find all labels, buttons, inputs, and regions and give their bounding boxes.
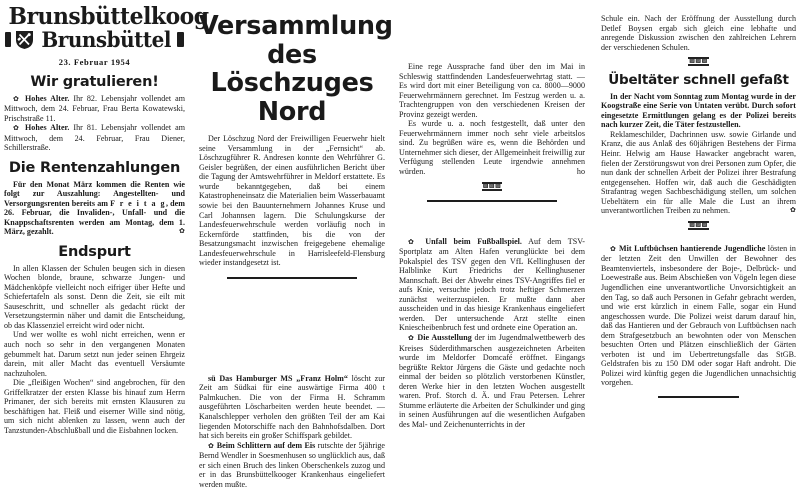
- congrats-item-text: Ihr 81. Lebensjahr vollendet am Mittwoch, dem 24. Februar, Frau Diener, Schillerstraße.: [4, 123, 185, 153]
- uebeltaeter-paragraph-2: [601, 130, 796, 216]
- heading-wir-gratulieren: Wir gratulieren!: [30, 74, 159, 90]
- section-divider-rule: [227, 277, 357, 279]
- ornament-divider: ▨▨▨: [689, 58, 708, 65]
- congrats-item-lead: Hohes Alter.: [25, 93, 70, 103]
- news-item-lead: Die Ausstellung: [417, 333, 472, 343]
- news-item-lead: Unfall beim Fußballspiel.: [425, 236, 522, 246]
- ornament-divider: ▨▨▨: [689, 221, 708, 228]
- page-title: [199, 11, 393, 127]
- page-title-line2: des Löschzuges Nord: [210, 39, 374, 127]
- masthead-title-line1: Brunsbüttelkoog: [8, 3, 209, 30]
- news-item: [199, 441, 385, 489]
- main-article-paragraph-3: [399, 119, 585, 176]
- section-divider-rule: [427, 200, 557, 202]
- news-item-lead: Mit Luftbüchsen hantierende Jugendliche: [619, 243, 766, 253]
- whitespace-block: [399, 211, 585, 237]
- flower-end-icon: ✿: [178, 227, 185, 236]
- pensions-text-mid: , dem 26. Februar, die Invaliden-, Unfall- und die Knappschaftsrenten werden am Montag, dem 1. März, gezahlt.: [4, 198, 185, 237]
- main-article-paragraph-1: Der Löschzug Nord der Freiwilligen Feuerwehr hielt seine Versammlung in der „Fernsicht“ ab. Löschzugführer R. Andresen konnte den Wehrführer G. Geisler begrüßen, der einen ausführlichen Bericht über die Tagung der Amtswehrführer in Meldorf erstattete. Es wurde bekanntgegeben, daß bei einem Katastropheneinsatz die Materialien beim Wasserbauamt sowie bei den Bauunternehmern Johannes Kruse und Carl Johannsen lagern. Die Schulungskurse der Landesfeuerwehrschule werden vorläufig noch in Eckernförde stattfinden, bis die von der Besatzungsmacht inzwischen freigegebene ehemalige Landesfeuerwehrschule in Harrisleefeld-Flensburg wieder instandgesetzt ist.: [199, 134, 385, 268]
- column-4: [593, 0, 800, 489]
- news-item: [399, 237, 585, 333]
- news-item: [601, 244, 796, 388]
- masthead-title-line2-row: [4, 29, 185, 50]
- masthead-left-bar: [5, 32, 11, 47]
- congrats-item-lead: Hohes Alter.: [25, 123, 70, 133]
- flower-bullet-icon: ✿: [408, 237, 419, 246]
- news-item-text: lösten in der letzten Zeit den Unwillen der Bewohner des Beamtenviertels, insbesondere der Boje-, Delbrück- und Loewestraße aus. Beim Abschießen von Vögeln legen diese Jugendlichen eine unverantwortliche Unvorsichtigkeit an den Tag, so daß auch Personen in Gefahr gebracht werden, und wie erst kürzlich in einem Falle, sogar ein Hund angeschossen wurde. Die Polizei weist darum darauf hin, daß das Hantieren und der Gebrauch von Luftbüchsen nach dem Strafgesetzbuch an bewohnten oder von Menschen besuchten Orten und Plätzen einschließlich der Gärten verboten ist und im Uebertretungsfalle das StGB. Geldstrafen bis zu 150 DM oder sogar Haft androht. Die Polizei wird künftig gegen die Jugendlichen unnachsichtig vorgehen.: [601, 243, 796, 388]
- pensions-spaced-word: F r e i t a g: [110, 198, 166, 208]
- masthead-date: 23. Februar 1954: [58, 57, 131, 67]
- column-2: [193, 0, 393, 489]
- main-article-paragraph-2: Eine rege Aussprache fand über den im Mai in Schleswig stattfindenden Landesfeuerwehrtag statt. — Es wird dort mit einer Beteiligung von ca. 8000—9000 Feuerwehrmännern gerechnet. Im Festzug werden u. a. Trachtengruppen von den verschiedenen Kreisen der Provinz gezeigt werden.: [399, 62, 585, 119]
- masthead-title-line2: Brunsbüttel: [41, 27, 171, 52]
- masthead-right-bar: [177, 32, 184, 47]
- coat-of-arms-icon: [14, 29, 35, 50]
- top-spacer: [601, 0, 796, 14]
- congrats-item: [4, 123, 185, 153]
- masthead: [4, 0, 209, 67]
- flower-bullet-icon: ✿: [13, 124, 22, 133]
- uebeltaeter-p2-text: Reklameschilder, Dachrinnen usw. sowie Girlande und Kranz, die aus Anlaß des 60jährigen Bestehens der Firma Heinr. Helwig am Hause Hawacker angebracht waren, fielen der Zerstörungswut von drei Personen zum Opfer, die nun dank der schnellen Arbeit der Polizei ihrer Bestrafung entgegensehen. Hoffen wir, daß auch die Geschädigten Strafantrag wegen Sachbeschädigung stellen, um solchen Uebeltätern ein für alle Male die Lust an ihrem unverantwortlichen Treiben zu nehmen.: [601, 129, 796, 216]
- news-item-lead: Beim Schlittern auf dem Eis: [216, 440, 316, 450]
- congrats-item-text: Ihr 82. Lebensjahr vollendet am Mittwoch, dem 24. Februar, Frau Berta Kowatewski, Prischstraße 11.: [4, 93, 185, 123]
- flower-end-icon: ✿: [789, 206, 796, 215]
- article-signature: ho: [576, 167, 585, 177]
- news-item-text: löscht zur Zeit am Südkai für eine auswärtige Firma 400 t Palmkuchen. Die von der Firma H. Schramm ausgeführten Löscharbeiten werden heute beendet. — Kanalschlepper verholen den größten Teil der am Kai liegenden Motorschiffe nach den Bahnhofsdalben. Dort hat sich bereits ein großer Schiffspark gebildet.: [199, 373, 385, 441]
- heading-endspurt: Endspurt: [58, 243, 131, 260]
- news-item-text: Auf dem TSV-Sportplatz am Alten Hafen verunglückte bei dem Pokalspiel des TSV gegen den VfL Kellinghusen der Halblinke Kurt Friedrichs der Kellinghusener Mannschaft. Bei der Abwehr eines TSV-Angriffes fiel er aufs Knie, versuchte jedoch trotz heftiger Schmerzen zunächst weiterzuspielen. Er mußte dann aber ausscheiden und in das hiesige Krankenhaus eingeliefert werden. Der untersuchende Arzt stellte einen Kniescheibenbruch fest und ordnete eine Operation an.: [399, 236, 585, 333]
- news-item-lead: Das Hamburger MS „Franz Holm“: [219, 373, 348, 383]
- news-item-text: rutschte der 5jährige Bernd Wendler in Soesmenhusen so unglücklich aus, daß er sich einen Bruch des linken Oberschenkels zuzog und er in das Brunsbüttelkooger Krankenhaus eingeliefert werden mußte.: [199, 440, 385, 489]
- endspurt-paragraph-2: Und wer wollte es wohl nicht erreichen, wenn er auch noch so sehr in den vergangenen Monaten gebummelt hat. Darum setzt nun jeder seinen Ehrgeiz darein, mit aller Macht das eventuell Versäumte nachzuholen.: [4, 330, 185, 378]
- flower-bullet-icon: ✿: [208, 441, 215, 450]
- news-item-text: der im Jugendmalwettbewerb des Kreises Süderdithmarschen ausgezeichneten Arbeiten wurde im Meldorfer Domcafé eröffnet. Eingangs begrüßte Rektor Jürgens die Gäste und gedachte noch einmal der beiden so plötzlich verstorbenen Künstler, deren Werke hier in den letzten Wochen ausgestellt waren. Prof. Storch d. Ä. und Frau Petersen. Lehrer Stumme erläuterte die Arbeiten der Schulkinder und ging in seinen Ausführungen auf die wesentlichen Aufgaben des Mal- und Zeichenunterrichts in der: [399, 333, 586, 429]
- endspurt-paragraph-3: Die „fleißigen Wochen“ sind angebrochen, für den Griffelkratzer der ersten Klasse bis hinauf zum Herrn Primaner, der sich bereits mit ernsten Klausuren zu beschäftigen hat. Fleiß und eiserner Wille sind nötig, um sich nicht ablenken zu lassen, wenn auch der Tanzstunden-Abschlußball und die Eisbahnen locken.: [4, 378, 185, 435]
- news-item: [199, 374, 385, 441]
- bottom-divider-rule: [658, 396, 740, 398]
- congrats-item: [4, 94, 185, 124]
- flower-bullet-icon: ✿: [408, 334, 415, 343]
- heading-uebeltaeter: Übeltäter schnell gefaßt: [608, 72, 789, 89]
- flower-bullet-icon: ✿: [610, 244, 617, 253]
- main-article-p3-text: Es wurde u. a. noch festgestellt, daß unter den Feuerwehrmännern immer noch sehr viele arbeitslos sind. Zu begrüßen wäre es, wenn die Behörden und Unternehmer sich dieser, der Allgemeinheit freiwillig zur Verfügung stellenden Leute irgendwie annehmen würden.: [399, 119, 585, 177]
- whitespace-block: [199, 288, 385, 374]
- pensions-paragraph: [4, 180, 185, 237]
- endspurt-paragraph-1: In allen Klassen der Schulen beugen sich in diesen Wochen blonde, braune, schwarze Jungen- und Mädchenköpfe vielleicht noch eifriger über Hefte und Schiefertafeln als sonst. Denn die Zeit, sie eilt mit Sauseschritt, und schneller als gedacht rückt der Versetzungstermin näher und damit die Entscheidung, ob das Klassenziel erreicht wird oder nicht.: [4, 263, 185, 330]
- article-continuation: Schule ein. Nach der Eröffnung der Ausstellung durch Detlef Boysen ergab sich gleich eine lebhafte und anregende Diskussion zwischen den zahlreichen Lehrern der verschiedenen Schulen.: [601, 14, 796, 52]
- ornament-divider: ▨▨▨: [482, 182, 502, 189]
- column-1: [0, 0, 209, 489]
- page-title-line1: Versammlung: [199, 11, 393, 41]
- news-item: [399, 333, 585, 429]
- uebeltaeter-paragraph-1: [601, 92, 796, 130]
- whitespace-block: [601, 234, 796, 244]
- pensions-text-pre: Für den Monat März kommen die Renten wie folgt zur Auszahlung: Angestellten- und Versorgungsrenten bereits am: [4, 179, 185, 208]
- flower-bullet-icon: ✿: [13, 94, 22, 103]
- uebeltaeter-lead-text: In der Nacht vom Sonntag zum Montag wurde in der Koogstraße eine Serie von Untaten verübt. Durch sofort eingesetzte Ermittlungen gelang es der Polizei bereits nach kurzer Zeit, die Täter festzustellen.: [601, 91, 796, 130]
- column-3: [393, 0, 593, 489]
- headline-spacer: [399, 0, 585, 62]
- heading-rentenzahlungen: Die Rentenzahlungen: [8, 159, 181, 176]
- news-item-bullet: sü: [208, 373, 216, 383]
